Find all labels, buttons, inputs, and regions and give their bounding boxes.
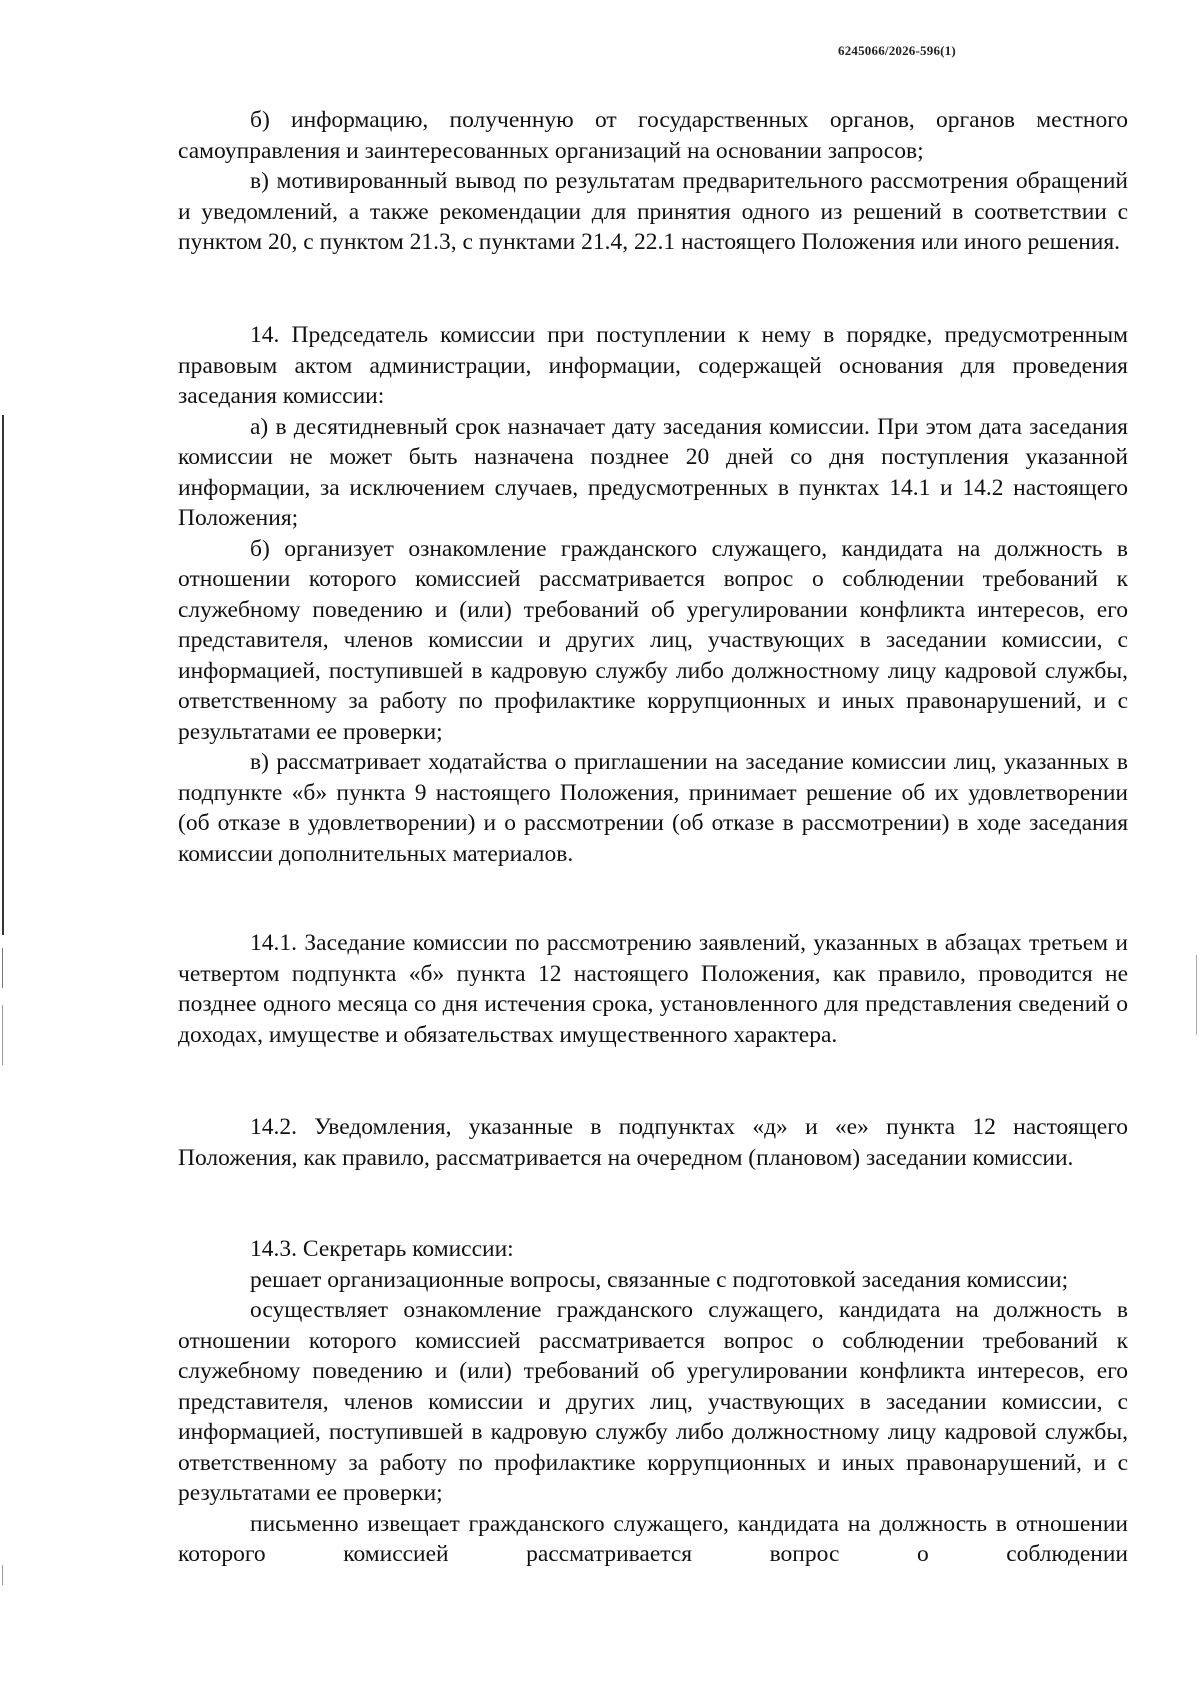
paragraph-14-1: 14.1. Заседание комиссии по рассмотрению заявлений, указанных в абзацах третьем и четвертом подпункта «б» пункта 12 настоящего Положения, как правило, проводится не позднее одного месяца со дня истечения срока, установленного для представления сведений о доходах, имуществе и обязательствах имущественного характера. xyxy=(178,930,1128,1048)
paragraph-13v: в) мотивированный вывод по результатам предварительного рассмотрения обращений и уведомлений, а также рекомендации для принятия одного из решений в соответствии с пунктом 20, с пунктом 21.3, с пунктами 21.4, 22.1 настоящего Положения или иного решения. xyxy=(178,168,1128,255)
scan-edge-mark xyxy=(2,1005,3,1065)
paragraph-14v: в) рассматривает ходатайства о приглашении на заседание комиссии лиц, указанных в подпункте «б» пункта 9 настоящего Положения, принимает решение об их удовлетворении (об отказе в удовлетворении) и о рассмотрении (об отказе в рассмотрении) в ходе заседания комиссии дополнительных материалов. xyxy=(178,749,1128,867)
scan-edge-mark xyxy=(2,1565,3,1585)
section-14-3 xyxy=(178,1234,1128,1570)
paragraph-14a: а) в десятидневный срок назначает дату заседания комиссии. При этом дата заседания комиссии не может быть назначена позднее 20 дней со дня поступления указанной информации, за исключением случаев, предусмотренных в пунктах 14.1 и 14.2 настоящего Положения; xyxy=(178,413,1128,531)
scan-edge-mark xyxy=(2,415,4,935)
section-14-1 xyxy=(178,928,1128,1050)
section-14 xyxy=(178,320,1128,869)
paragraph-14-3-title: 14.3. Секретарь комиссии: xyxy=(250,1236,514,1262)
paragraph-14-intro: 14. Председатель комиссии при поступлении к нему в порядке, предусмотренным правовым актом администрации, информации, содержащей основания для проведения заседания комиссии: xyxy=(178,322,1128,409)
scan-edge-mark xyxy=(2,948,3,988)
paragraph-14-2: 14.2. Уведомления, указанные в подпунктах «д» и «е» пункта 12 настоящего Положения, как правило, рассматривается на очередном (плановом) заседании комиссии. xyxy=(178,1114,1128,1171)
section-14-2 xyxy=(178,1112,1128,1173)
scan-edge-mark xyxy=(1196,955,1197,1035)
paragraph-14-3-item-1: решает организационные вопросы, связанные с подготовкой заседания комиссии; xyxy=(250,1266,1069,1293)
paragraph-14b: б) организует ознакомление гражданского служащего, кандидата на должность в отношении которого комиссией рассматривается вопрос о соблюдении требований к служебному поведению и (или) требований об урегулировании конфликта интересов, его представителя, членов комиссии и других лиц, участвующих в заседании комиссии, с информацией, поступившей в кадровую службу либо должностному лицу кадровой службы, ответственному за работу по профилактике коррупционных и иных правонарушений, и с результатами ее проверки; xyxy=(178,535,1128,745)
section-13-tail xyxy=(178,105,1128,258)
paragraph-14-3-item-3: письменно извещает гражданского служащего, кандидата на должность в отношении которого комиссией рассматривается вопрос о соблюдении xyxy=(178,1510,1128,1567)
document-code: 6245066/2026-596(1) xyxy=(838,43,956,58)
paragraph-14-3-item-2: осуществляет ознакомление гражданского служащего, кандидата на должность в отношении которого комиссией рассматривается вопрос о соблюдении требований к служебному поведению и (или) требований об урегулировании конфликта интересов, его представителя, членов комиссии и других лиц, участвующих в заседании комиссии, с информацией, поступившей в кадровую службу либо должностному лицу кадровой службы, ответственному за работу по профилактике коррупционных и иных правонарушений, и с результатами ее проверки; xyxy=(178,1297,1128,1506)
paragraph-13b: б) информацию, полученную от государственных органов, органов местного самоуправления и заинтересованных организаций на основании запросов; xyxy=(178,107,1128,164)
